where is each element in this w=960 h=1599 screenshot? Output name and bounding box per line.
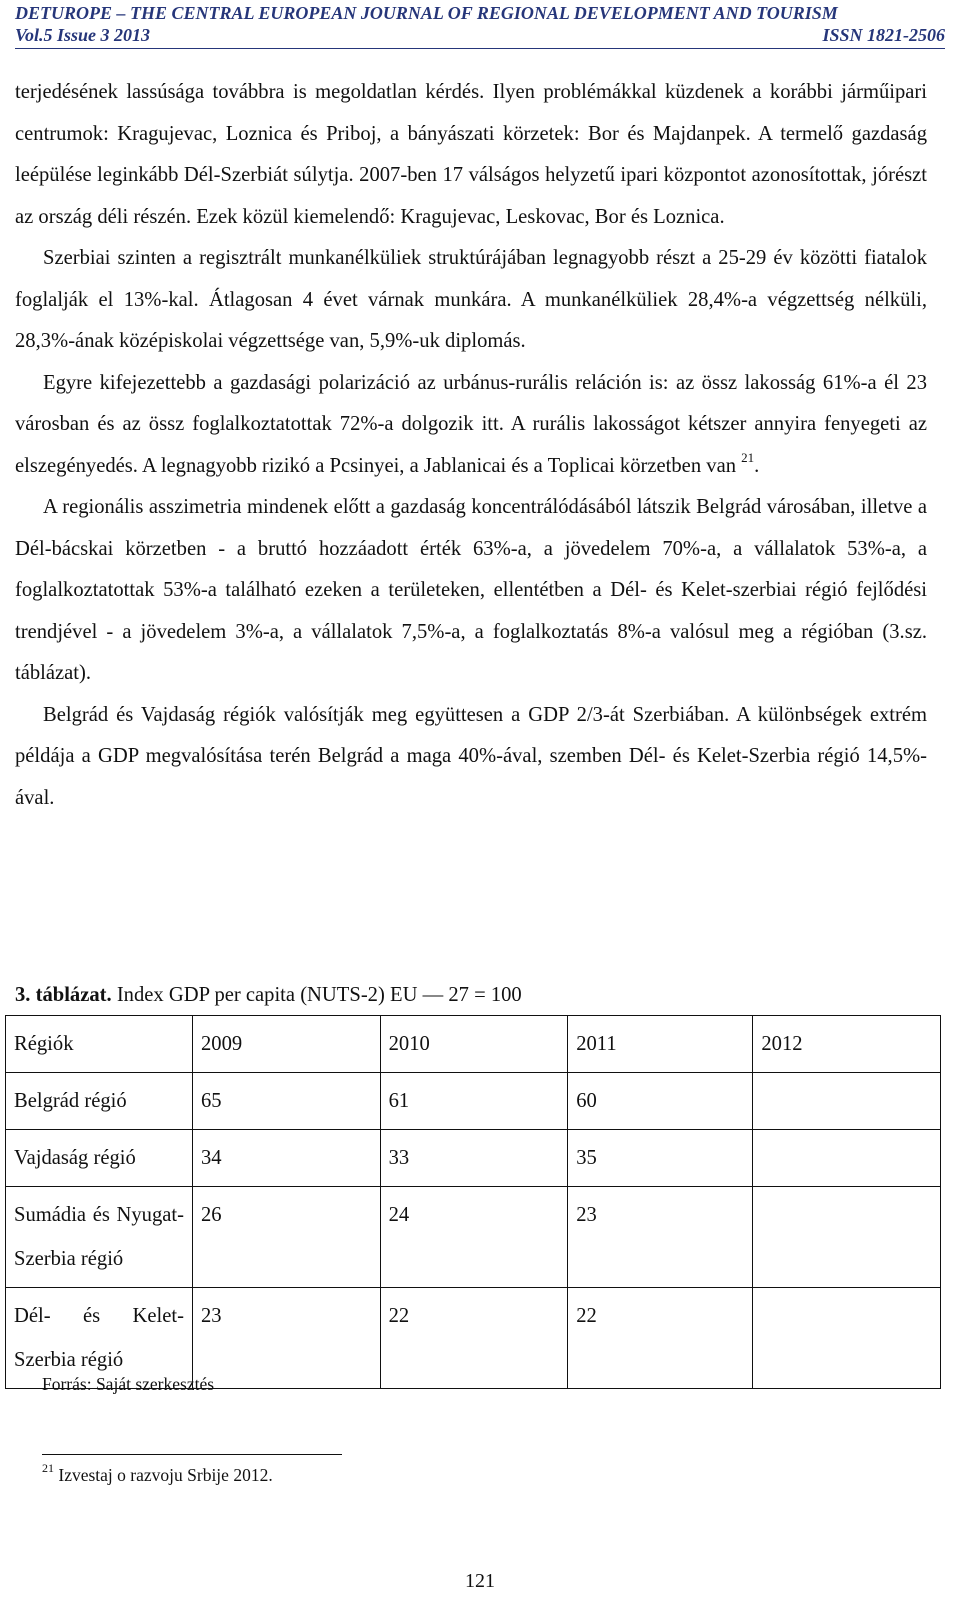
table-caption-label: 3. táblázat. [15,984,112,1006]
table-cell: 22 [380,1288,568,1389]
paragraph-3 [15,363,927,488]
table-cell: Vajdaság régió [6,1130,193,1187]
table-row [6,1187,941,1288]
table-cell: Dél- és Kelet-Szerbia régió [6,1288,193,1389]
footnote [42,1463,273,1487]
table-cell [753,1073,941,1130]
table-cell: 23 [193,1288,381,1389]
table-cell: 34 [193,1130,381,1187]
table-cell: 35 [568,1130,753,1187]
paragraph-4: A regionális asszimetria mindenek előtt a gazdaság koncentrálódásából látszik Belgrád városában, illetve a Dél-bácskai körzetben - a bruttó hozzáadott érték 63%-a, a jövedelem 70%-a, a vállalatok 53%-a, a foglalkoztatottak 53%-a található ezeken a területeken, ellentétben a Dél- és Kelet-szerbiai régió fejlődési trendjével - a jövedelem 3%-a, a vállalatok 7,5%-a, a foglalkoztatás 8%-a valósul meg a régióban (3.sz. táblázat). [15,496,927,684]
table-cell [753,1288,941,1389]
table-cell: 61 [380,1073,568,1130]
paragraph-3-end: . [754,454,760,477]
table-cell: Belgrád régió [6,1073,193,1130]
page-number: 121 [465,1570,495,1592]
footnote-number: 21 [42,1461,54,1476]
table-cell: Sumádia és Nyugat-Szerbia régió [6,1187,193,1288]
table-header-cell: 2010 [380,1016,568,1073]
footnote-ref[interactable]: 21 [741,449,755,465]
table-header-row [6,1016,941,1073]
paragraph-2: Szerbiai szinten a regisztrált munkanélküliek struktúrájában legnagyobb részt a 25-29 év közötti fiatalok foglalják el 13%-kal. Átlagosan 4 évet várnak munkára. A munkanélküliek 28,4%-a végzettség nélküli, 28,3%-ának középiskolai végzettsége van, 5,9%-uk diplomás. [15,247,927,352]
table-source: Forrás: Saját szerkesztés [42,1374,215,1394]
table-cell: 24 [380,1187,568,1288]
table-cell [753,1187,941,1288]
table-row [6,1073,941,1130]
footnote-divider [42,1454,342,1455]
table-header-cell: 2009 [193,1016,381,1073]
table-header-cell: Régiók [6,1016,193,1073]
journal-title: DETUROPE – THE CENTRAL EUROPEAN JOURNAL OF REGIONAL DEVELOPMENT AND TOURISM [15,3,838,23]
table-cell: 60 [568,1073,753,1130]
table-cell: 26 [193,1187,381,1288]
table-cell: 65 [193,1073,381,1130]
table-caption-text: Index GDP per capita (NUTS-2) EU — 27 = 100 [111,984,522,1006]
journal-header [15,2,945,46]
table-header-cell: 2011 [568,1016,753,1073]
paragraph-5: Belgrád és Vajdaság régiók valósítják meg együttesen a GDP 2/3-át Szerbiában. A különbségek extrém példája a GDP megvalósítása terén Belgrád a maga 40%-ával, szemben Dél- és Kelet-Szerbia régió 14,5%-ával. [15,703,927,809]
journal-issn: ISSN 1821-2506 [822,25,945,45]
paragraph-3-text: Egyre kifejezettebb a gazdasági polarizáció az urbánus-rurális reláción is: az össz lakosság 61%-a él 23 városban és az össz foglalkoztatottak 72%-a dolgozik itt. A rurális lakosságot kétszer annyira fenyegeti az elszegényedés. A legnagyobb rizikó a Pcsinyei, a Jablanicai és a Toplicai körzetben van [15,371,927,477]
table-caption [15,978,522,1012]
table-cell: 22 [568,1288,753,1389]
footnote-text: Izvestaj o razvoju Srbije 2012. [54,1465,273,1485]
gdp-table [5,1015,941,1389]
article-body [15,72,927,819]
table-row [6,1130,941,1187]
paragraph-1: terjedésének lassúsága továbbra is megoldatlan kérdés. Ilyen problémákkal küzdenek a korábbi járműipari centrumok: Kragujevac, Loznica és Priboj, a bányászati körzetek: Bor és Majdanpek. A termelő gazdaság leépülése leginkább Dél-Szerbiát súlytja. 2007-ben 17 válságos helyzetű ipari központot azonosítottak, jórészt az ország déli részén. Ezek közül kiemelendő: Kragujevac, Leskovac, Bor és Loznica. [15,81,927,228]
header-divider [15,48,945,49]
table-cell: 33 [380,1130,568,1187]
journal-volume: Vol.5 Issue 3 2013 [15,25,151,45]
table-cell: 23 [568,1187,753,1288]
table-header-cell: 2012 [753,1016,941,1073]
table-cell [753,1130,941,1187]
